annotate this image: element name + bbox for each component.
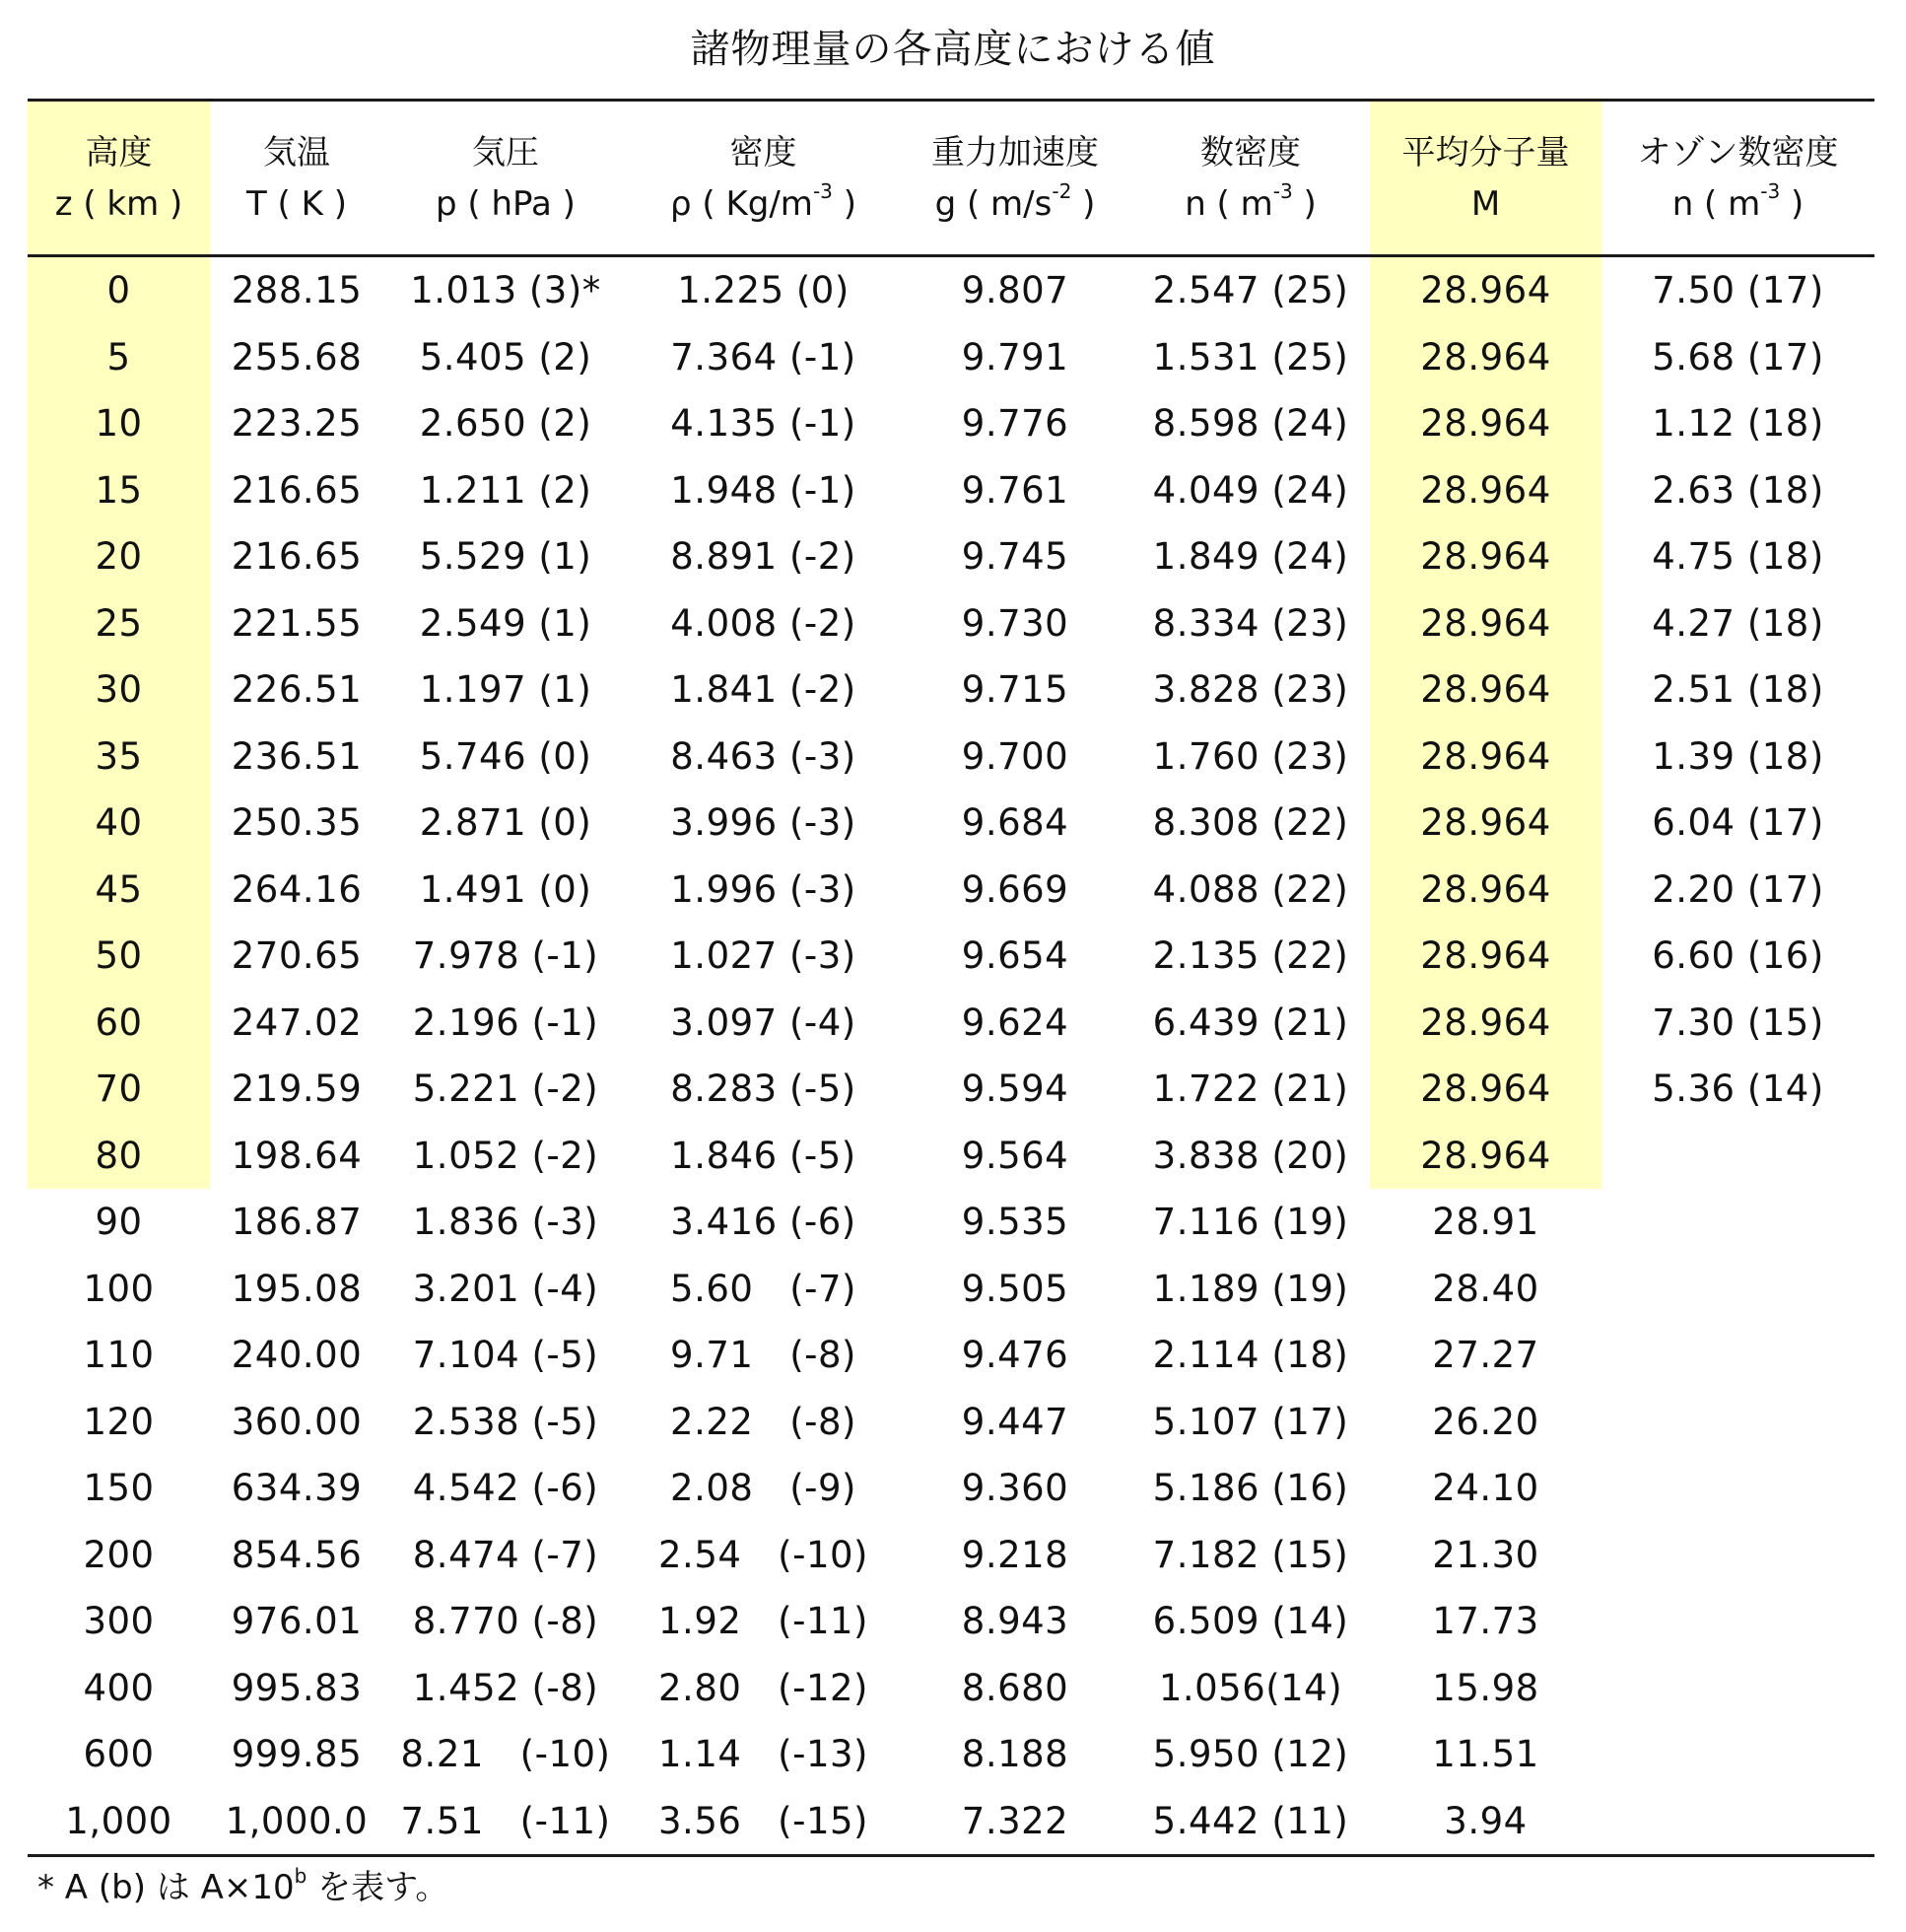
cell-altitude: 35 [28,724,210,791]
header-name: 密度 [729,132,797,172]
header-name: 高度 [85,132,153,172]
cell-ozone-density [1601,1788,1874,1856]
cell-pressure: 2.549 (1) [419,601,592,645]
header-unit [628,178,899,230]
table-row [28,1455,1874,1522]
cell-density: 2.22 (-8) [670,1400,856,1443]
cell-molecular-weight: 3.94 [1444,1799,1528,1842]
header-name: 重力加速度 [931,132,1099,172]
cell-altitude: 10 [28,390,210,457]
cell-density: 5.60 (-7) [670,1267,856,1310]
cell-number-density: 1.531 (25) [1152,335,1349,379]
cell-temperature: 216.65 [231,535,363,579]
cell-gravity: 9.505 [961,1267,1069,1310]
cell-density: 8.283 (-5) [670,1068,856,1111]
cell-number-density: 4.088 (22) [1152,867,1349,911]
cell-density: 1.948 (-1) [670,468,856,512]
cell-number-density: 7.182 (15) [1152,1533,1349,1576]
cell-number-density: 1.760 (23) [1152,734,1349,778]
cell-pressure: 1.013 (3)* [410,269,601,312]
cell-altitude: 15 [28,457,210,524]
cell-ozone-density: 1.12 (18) [1652,402,1824,446]
page-title: 諸物理量の各高度における値 [690,27,1216,72]
cell-molecular-weight: 28.964 [1370,457,1601,524]
cell-ozone-density [1601,1322,1874,1389]
cell-gravity: 9.715 [961,668,1069,712]
header-density [628,101,899,256]
cell-molecular-weight: 26.20 [1432,1400,1539,1443]
cell-altitude: 60 [28,990,210,1057]
cell-temperature: 976.01 [231,1600,363,1643]
cell-number-density: 5.950 (12) [1152,1733,1349,1776]
cell-gravity: 9.684 [961,801,1069,845]
table-row [28,1389,1874,1456]
cell-density: 3.097 (-4) [670,1000,856,1044]
cell-density: 1.225 (0) [677,269,850,312]
table-row [28,457,1874,524]
header-unit-prefix: p ( hPa ) [436,183,576,224]
table-row [28,1655,1874,1722]
footnote [37,1863,448,1912]
cell-pressure: 1.052 (-2) [412,1134,599,1177]
cell-molecular-weight: 28.964 [1370,990,1601,1057]
table-row [28,1788,1874,1856]
cell-altitude: 5 [28,324,210,391]
footnote-sup: b [294,1863,307,1888]
header-name: 気圧 [472,132,539,172]
cell-density: 4.135 (-1) [670,402,856,446]
table-row [28,1721,1874,1788]
cell-pressure: 7.51 (-11) [400,1799,611,1842]
table-row [28,990,1874,1057]
header-unit [899,178,1131,230]
cell-ozone-density: 2.51 (18) [1652,668,1824,712]
cell-pressure: 2.538 (-5) [412,1400,599,1443]
cell-gravity: 8.943 [961,1600,1069,1643]
table-row [28,790,1874,857]
table-row [28,1189,1874,1256]
cell-number-density: 1.849 (24) [1152,535,1349,579]
cell-gravity: 8.188 [961,1733,1069,1776]
table-row [28,656,1874,724]
physical-quantities-table [28,99,1874,1857]
cell-ozone-density: 4.75 (18) [1652,535,1824,579]
cell-gravity: 9.807 [961,269,1069,312]
cell-temperature: 854.56 [231,1533,363,1576]
header-unit-suffix: ) [1780,183,1804,224]
header-unit-prefix: M [1470,183,1501,224]
header-unit-sup: -2 [1052,179,1072,204]
cell-molecular-weight: 28.964 [1370,523,1601,590]
cell-temperature: 219.59 [231,1068,363,1111]
header-unit-suffix: ) [1071,183,1096,224]
cell-number-density: 8.308 (22) [1152,801,1349,845]
header-unit-prefix: T ( K ) [245,183,348,224]
cell-gravity: 9.360 [961,1467,1069,1510]
table-row [28,324,1874,391]
cell-gravity: 9.624 [961,1000,1069,1044]
cell-ozone-density [1601,1721,1874,1788]
cell-density: 3.996 (-3) [670,801,856,845]
cell-altitude: 600 [83,1733,155,1776]
cell-molecular-weight: 28.91 [1432,1201,1539,1244]
cell-density: 2.80 (-12) [658,1666,868,1709]
cell-temperature: 255.68 [231,335,363,379]
cell-ozone-density: 5.36 (14) [1652,1068,1824,1111]
cell-density: 1.996 (-3) [670,867,856,911]
header-unit-prefix: g ( m/s [934,183,1053,224]
cell-density: 1.027 (-3) [670,934,856,978]
cell-pressure: 3.201 (-4) [412,1267,599,1310]
cell-altitude: 120 [83,1400,155,1443]
cell-density: 8.891 (-2) [670,535,856,579]
cell-molecular-weight: 15.98 [1432,1666,1539,1709]
table-row [28,1322,1874,1389]
cell-gravity: 9.791 [961,335,1069,379]
cell-molecular-weight: 28.964 [1370,1123,1601,1190]
cell-number-density: 7.116 (19) [1152,1201,1349,1244]
cell-altitude: 40 [28,790,210,857]
cell-altitude: 70 [28,1056,210,1123]
cell-pressure: 7.978 (-1) [412,934,599,978]
cell-altitude: 1,000 [65,1799,172,1842]
cell-temperature: 288.15 [231,269,363,312]
cell-temperature: 264.16 [231,867,363,911]
table-row [28,1588,1874,1655]
cell-ozone-density [1601,1455,1874,1522]
cell-altitude: 200 [83,1533,155,1576]
cell-temperature: 186.87 [231,1201,363,1244]
header-unit [1601,178,1874,230]
cell-temperature: 240.00 [231,1334,363,1377]
cell-pressure: 1.452 (-8) [412,1666,599,1709]
cell-gravity: 9.745 [961,535,1069,579]
cell-pressure: 7.104 (-5) [412,1334,599,1377]
header-name: オゾン数密度 [1637,132,1839,172]
cell-altitude: 80 [28,1123,210,1190]
table-row [28,256,1874,324]
cell-density: 1.14 (-13) [658,1733,868,1776]
cell-ozone-density [1601,1655,1874,1722]
cell-altitude: 45 [28,857,210,924]
header-unit-suffix: ) [832,183,856,224]
cell-density: 8.463 (-3) [670,734,856,778]
cell-number-density: 1.722 (21) [1152,1068,1349,1111]
cell-temperature: 634.39 [231,1467,363,1510]
cell-altitude: 20 [28,523,210,590]
cell-number-density: 3.828 (23) [1152,668,1349,712]
header-unit [1131,178,1370,230]
table-row [28,724,1874,791]
footnote-prefix: * A (b) は A×10 [37,1868,295,1907]
cell-density: 2.08 (-9) [670,1467,856,1510]
cell-ozone-density [1601,1389,1874,1456]
cell-altitude: 150 [83,1467,155,1510]
cell-density: 7.364 (-1) [670,335,856,379]
cell-molecular-weight: 28.964 [1370,923,1601,990]
cell-gravity: 9.700 [961,734,1069,778]
header-unit [28,178,210,230]
cell-temperature: 216.65 [231,468,363,512]
cell-altitude: 110 [83,1334,155,1377]
cell-molecular-weight: 28.964 [1370,1056,1601,1123]
header-gravity [899,101,1131,256]
cell-number-density: 5.442 (11) [1152,1799,1349,1842]
cell-ozone-density: 4.27 (18) [1652,601,1824,645]
table-header [28,101,1874,256]
cell-temperature: 250.35 [231,801,363,845]
cell-temperature: 995.83 [231,1666,363,1709]
cell-number-density: 6.439 (21) [1152,1000,1349,1044]
cell-gravity: 9.535 [961,1201,1069,1244]
header-unit-prefix: ρ ( Kg/m [670,183,813,224]
header-unit [210,178,383,230]
cell-molecular-weight: 17.73 [1432,1600,1539,1643]
cell-altitude: 300 [83,1600,155,1643]
cell-temperature: 226.51 [231,668,363,712]
table-row [28,1256,1874,1323]
cell-temperature: 360.00 [231,1400,363,1443]
cell-number-density: 4.049 (24) [1152,468,1349,512]
table-body [28,256,1874,1856]
header-pressure [383,101,628,256]
cell-temperature: 247.02 [231,1000,363,1044]
cell-altitude: 0 [28,256,210,324]
header-name: 平均分子量 [1401,132,1570,172]
header-row [28,101,1874,256]
cell-altitude: 30 [28,656,210,724]
header-temperature [210,101,383,256]
table-row [28,590,1874,657]
cell-altitude: 25 [28,590,210,657]
table-row [28,923,1874,990]
cell-gravity: 9.447 [961,1400,1069,1443]
cell-pressure: 8.21 (-10) [400,1733,611,1776]
cell-molecular-weight: 27.27 [1432,1334,1539,1377]
cell-gravity: 9.564 [961,1134,1069,1177]
header-ozone-density [1601,101,1874,256]
header-unit-prefix: n ( m [1671,183,1761,224]
table-row [28,390,1874,457]
cell-number-density: 2.547 (25) [1152,269,1349,312]
cell-density: 2.54 (-10) [658,1533,868,1576]
cell-altitude: 90 [95,1201,143,1244]
cell-gravity: 8.680 [961,1666,1069,1709]
cell-density: 1.92 (-11) [658,1600,868,1643]
cell-pressure: 5.405 (2) [419,335,592,379]
cell-gravity: 9.730 [961,601,1069,645]
cell-molecular-weight: 28.964 [1370,857,1601,924]
cell-gravity: 9.218 [961,1533,1069,1576]
cell-pressure: 5.221 (-2) [412,1068,599,1111]
cell-molecular-weight: 28.964 [1370,590,1601,657]
cell-temperature: 223.25 [231,402,363,446]
header-unit-sup: -3 [1760,179,1781,204]
cell-temperature: 270.65 [231,934,363,978]
header-unit-suffix: ) [1292,183,1317,224]
cell-temperature: 221.55 [231,601,363,645]
cell-pressure: 8.770 (-8) [412,1600,599,1643]
cell-altitude: 400 [83,1666,155,1709]
table-row [28,1522,1874,1589]
cell-molecular-weight: 24.10 [1432,1467,1539,1510]
cell-density: 3.416 (-6) [670,1201,856,1244]
cell-pressure: 5.746 (0) [419,734,592,778]
cell-pressure: 2.196 (-1) [412,1000,599,1044]
table-row [28,523,1874,590]
cell-molecular-weight: 28.964 [1370,656,1601,724]
cell-number-density: 3.838 (20) [1152,1134,1349,1177]
cell-ozone-density [1601,1522,1874,1589]
cell-density: 9.71 (-8) [670,1334,856,1377]
cell-density: 4.008 (-2) [670,601,856,645]
header-unit-prefix: n ( m [1185,183,1273,224]
header-unit-prefix: z ( km ) [54,183,183,224]
cell-gravity: 7.322 [961,1799,1069,1842]
cell-number-density: 8.598 (24) [1152,402,1349,446]
cell-number-density: 6.509 (14) [1152,1600,1349,1643]
cell-temperature: 1,000.0 [225,1799,369,1842]
header-molecular-weight [1370,101,1601,256]
header-name: 気温 [263,132,330,172]
cell-pressure: 2.871 (0) [419,801,592,845]
header-unit-sup: -3 [1272,179,1293,204]
cell-pressure: 1.836 (-3) [412,1201,599,1244]
cell-gravity: 9.594 [961,1068,1069,1111]
cell-number-density: 8.334 (23) [1152,601,1349,645]
cell-ozone-density [1601,1123,1874,1190]
cell-ozone-density: 2.20 (17) [1652,867,1824,911]
header-number-density [1131,101,1370,256]
cell-pressure: 1.211 (2) [419,468,592,512]
cell-ozone-density: 7.50 (17) [1652,269,1824,312]
cell-molecular-weight: 11.51 [1432,1733,1539,1776]
cell-temperature: 999.85 [231,1733,363,1776]
cell-ozone-density: 6.04 (17) [1652,801,1824,845]
cell-ozone-density [1601,1588,1874,1655]
cell-altitude: 50 [28,923,210,990]
cell-number-density: 2.114 (18) [1152,1334,1349,1377]
cell-ozone-density: 1.39 (18) [1652,734,1824,778]
cell-gravity: 9.776 [961,402,1069,446]
cell-temperature: 236.51 [231,734,363,778]
cell-ozone-density: 2.63 (18) [1652,468,1824,512]
cell-gravity: 9.476 [961,1334,1069,1377]
cell-pressure: 4.542 (-6) [412,1467,599,1510]
cell-temperature: 195.08 [231,1267,363,1310]
cell-altitude: 100 [83,1267,155,1310]
cell-pressure: 8.474 (-7) [412,1533,599,1576]
cell-pressure: 2.650 (2) [419,402,592,446]
cell-molecular-weight: 28.964 [1370,256,1601,324]
cell-pressure: 5.529 (1) [419,535,592,579]
cell-molecular-weight: 21.30 [1432,1533,1539,1576]
cell-gravity: 9.669 [961,867,1069,911]
header-altitude [28,101,210,256]
header-unit-sup: -3 [812,179,833,204]
header-unit [1370,178,1601,230]
cell-ozone-density: 7.30 (15) [1652,1000,1824,1044]
footnote-suffix: を表す。 [306,1868,449,1907]
cell-ozone-density: 5.68 (17) [1652,335,1824,379]
table-row [28,857,1874,924]
cell-number-density: 5.186 (16) [1152,1467,1349,1510]
cell-molecular-weight: 28.964 [1370,790,1601,857]
cell-molecular-weight: 28.964 [1370,390,1601,457]
cell-pressure: 1.491 (0) [419,867,592,911]
table-row [28,1056,1874,1123]
cell-number-density: 2.135 (22) [1152,934,1349,978]
cell-ozone-density [1601,1189,1874,1256]
header-unit [383,178,628,230]
cell-molecular-weight: 28.40 [1432,1267,1539,1310]
table-row [28,1123,1874,1190]
cell-density: 3.56 (-15) [658,1799,868,1842]
cell-molecular-weight: 28.964 [1370,724,1601,791]
cell-ozone-density: 6.60 (16) [1652,934,1824,978]
cell-molecular-weight: 28.964 [1370,324,1601,391]
cell-ozone-density [1601,1256,1874,1323]
cell-density: 1.846 (-5) [670,1134,856,1177]
cell-number-density: 1.056(14) [1158,1666,1343,1709]
header-name: 数密度 [1200,132,1301,172]
cell-gravity: 9.761 [961,468,1069,512]
cell-pressure: 1.197 (1) [419,668,592,712]
cell-density: 1.841 (-2) [670,668,856,712]
cell-temperature: 198.64 [231,1134,363,1177]
cell-gravity: 9.654 [961,934,1069,978]
cell-number-density: 5.107 (17) [1152,1400,1349,1443]
cell-number-density: 1.189 (19) [1152,1267,1349,1310]
